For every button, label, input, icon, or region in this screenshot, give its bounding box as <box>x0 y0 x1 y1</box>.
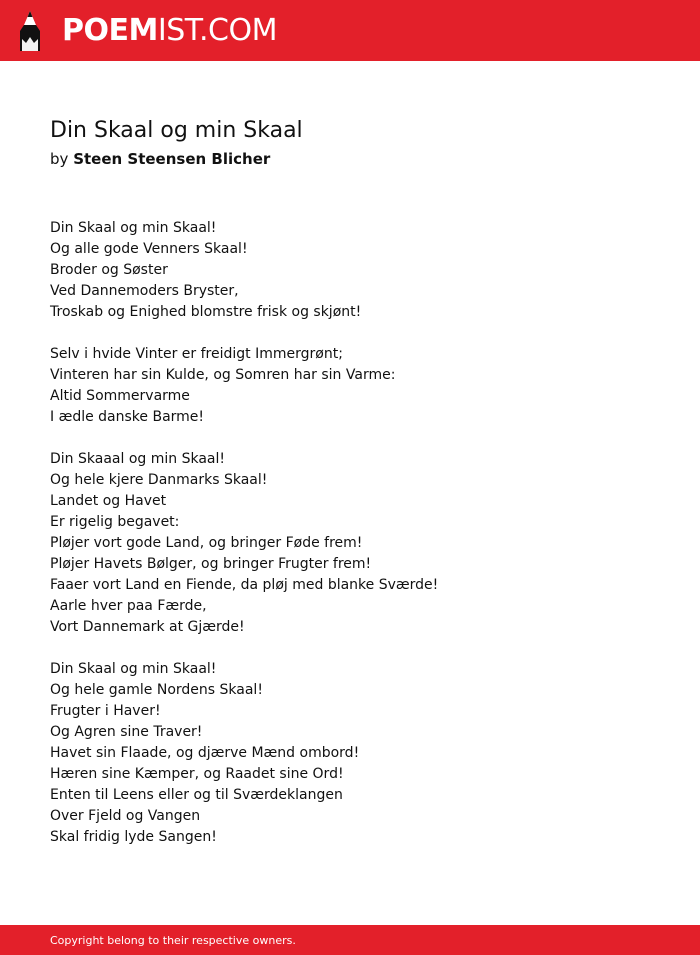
poem-line: Havet sin Flaade, og djærve Mænd ombord! <box>50 745 360 761</box>
poem-line: Skal fridig lyde Sangen! <box>50 829 217 845</box>
poem-title: Din Skaal og min Skaal <box>50 118 303 143</box>
poem-line: Din Skaaal og min Skaal! <box>50 451 225 467</box>
poem-body <box>50 218 670 869</box>
poem-line: Landet og Havet <box>50 493 167 509</box>
poem-line: Vort Dannemark at Gjærde! <box>50 619 245 635</box>
poem-line: Og hele gamle Nordens Skaal! <box>50 682 263 698</box>
poem-line: Selv i hvide Vinter er freidigt Immergrønt; <box>50 346 343 362</box>
poem-author: Steen Steensen Blicher <box>73 150 271 168</box>
poem-line: Frugter i Haver! <box>50 703 161 719</box>
site-header <box>0 0 700 61</box>
poem-line: Og hele kjere Danmarks Skaal! <box>50 472 268 488</box>
poem-line: Aarle hver paa Færde, <box>50 598 207 614</box>
brand-strong: POEM <box>62 13 158 48</box>
poem-line: Troskab og Enighed blomstre frisk og skjønt! <box>50 304 362 320</box>
poem-line: Hæren sine Kæmper, og Raadet sine Ord! <box>50 766 344 782</box>
copyright-notice: Copyright belong to their respective owners. <box>50 934 296 947</box>
poem-byline <box>50 148 270 170</box>
poem-line: Pløjer Havets Bølger, og bringer Frugter frem! <box>50 556 372 572</box>
pencil-logo-icon[interactable] <box>16 9 44 52</box>
poem-line: Er rigelig begavet: <box>50 514 180 530</box>
stanza-3 <box>50 449 670 638</box>
poem-line: Broder og Søster <box>50 262 168 278</box>
poem-line: Enten til Leens eller og til Sværdeklangen <box>50 787 343 803</box>
site-footer <box>0 925 700 955</box>
poem-line: Og alle gode Venners Skaal! <box>50 241 248 257</box>
brand-light: IST.COM <box>157 13 277 48</box>
site-brand-link[interactable] <box>62 11 277 51</box>
poem-line: Og Agren sine Traver! <box>50 724 203 740</box>
stanza-4 <box>50 659 670 848</box>
poem-line: Pløjer vort gode Land, og bringer Føde frem! <box>50 535 363 551</box>
poem-line: Din Skaal og min Skaal! <box>50 220 217 236</box>
stanza-1 <box>50 218 670 323</box>
poem-line: Altid Sommervarme <box>50 388 190 404</box>
poem-line: Ved Dannemoders Bryster, <box>50 283 239 299</box>
poem-line: Faaer vort Land en Fiende, da pløj med blanke Sværde! <box>50 577 439 593</box>
poem-line: Over Fjeld og Vangen <box>50 808 201 824</box>
poem-line: Din Skaal og min Skaal! <box>50 661 217 677</box>
poem-line: Vinteren har sin Kulde, og Somren har sin Varme: <box>50 367 396 383</box>
stanza-2 <box>50 344 670 428</box>
poem-line: I ædle danske Barme! <box>50 409 205 425</box>
byline-prefix: by <box>50 150 69 168</box>
